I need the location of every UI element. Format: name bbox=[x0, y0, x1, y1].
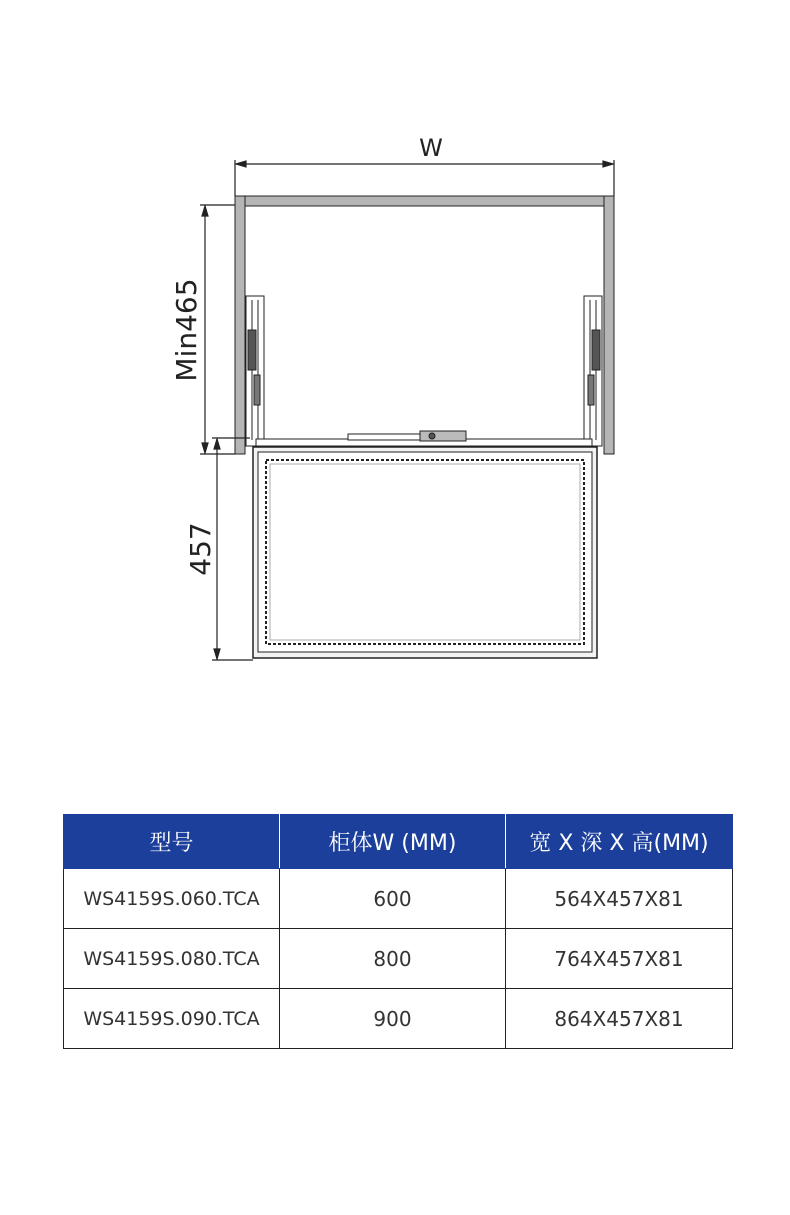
header-cabinet-width: 柜体W (MM) bbox=[280, 815, 506, 869]
cell-dimensions: 564X457X81 bbox=[506, 869, 733, 929]
cell-cabinet-width: 800 bbox=[280, 929, 506, 989]
cell-cabinet-width: 600 bbox=[280, 869, 506, 929]
width-label: W bbox=[419, 134, 443, 162]
table-row bbox=[64, 929, 733, 989]
right-lift-mechanism bbox=[584, 296, 602, 446]
header-model: 型号 bbox=[64, 815, 280, 869]
height-dimension bbox=[200, 205, 235, 454]
header-dimensions: 宽 X 深 X 高(MM) bbox=[506, 815, 733, 869]
depth-label: 457 bbox=[184, 522, 217, 576]
table-header-row bbox=[64, 815, 733, 869]
cell-dimensions: 864X457X81 bbox=[506, 989, 733, 1049]
cell-model: WS4159S.080.TCA bbox=[64, 929, 280, 989]
cell-dimensions: 764X457X81 bbox=[506, 929, 733, 989]
cell-cabinet-width: 900 bbox=[280, 989, 506, 1049]
spec-table bbox=[63, 814, 733, 1049]
table-row bbox=[64, 989, 733, 1049]
cell-model: WS4159S.090.TCA bbox=[64, 989, 280, 1049]
height-label: Min465 bbox=[170, 278, 203, 382]
top-rail bbox=[256, 431, 592, 446]
width-dimension bbox=[235, 160, 614, 196]
basket bbox=[253, 447, 597, 658]
table-row bbox=[64, 869, 733, 929]
cell-model: WS4159S.060.TCA bbox=[64, 869, 280, 929]
depth-dimension bbox=[212, 438, 253, 660]
cabinet-outline bbox=[235, 196, 614, 454]
left-lift-mechanism bbox=[246, 296, 264, 446]
